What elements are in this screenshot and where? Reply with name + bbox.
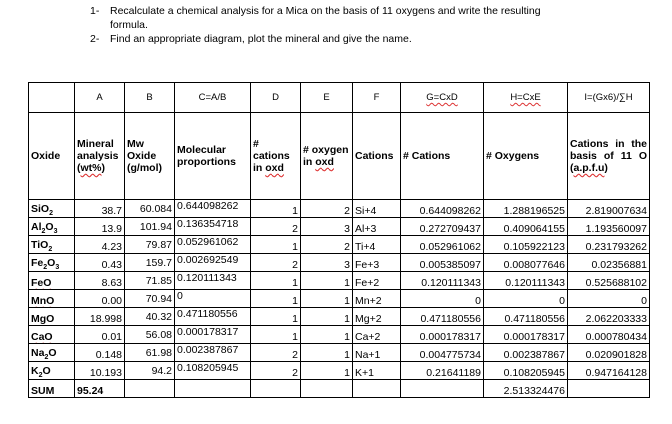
header-molecular-proportions: Molecular proportions (175, 113, 251, 200)
molecular-proportion-cell: 0.002387867 (175, 344, 251, 362)
oxide-cell: TiO$_2$ (29, 236, 75, 254)
sum-label: SUM (29, 380, 75, 398)
sum-empty-cell (401, 380, 484, 398)
letter-cell-blank (29, 83, 75, 113)
column-letter-row (29, 83, 650, 113)
letter-cell-h (484, 83, 568, 113)
instructions (90, 4, 650, 46)
sum-empty-cell (175, 380, 251, 398)
letter-cell-c: C=A/B (175, 83, 251, 113)
mw-cell: 61.98 (125, 344, 175, 362)
wt-percent-cell: 0.01 (75, 326, 125, 344)
instruction-continuation: formula. (110, 19, 148, 31)
letter-cell-f: F (353, 83, 401, 113)
cation-label-cell: Mn+2 (353, 290, 401, 308)
sum-empty-cell (251, 380, 301, 398)
cations-in-oxd-cell: 2 (251, 254, 301, 272)
table-row (29, 200, 650, 218)
oxygen-in-oxd-cell: 1 (301, 272, 353, 290)
oxide-cell: $Na_2O$ (29, 344, 75, 362)
instruction-2 (90, 32, 650, 46)
letter-cell-e: E (301, 83, 353, 113)
sum-oxygens: 2.513324476 (484, 380, 568, 398)
num-oxygens-cell: 0.471180556 (484, 308, 568, 326)
cations-in-oxd-cell: 1 (251, 200, 301, 218)
num-cations-cell: 0.21641189 (401, 362, 484, 380)
cation-label-cell: Fe+2 (353, 272, 401, 290)
formula-h: H=CxE (510, 92, 541, 103)
cation-label-cell: Ca+2 (353, 326, 401, 344)
molecular-proportion-cell: 0.052961062 (175, 236, 251, 254)
formula-g: G=CxD (426, 92, 458, 103)
instruction-text: Recalculate a chemical analysis for a Mica on the basis of 11 oxygens and write the resulting (110, 5, 541, 17)
cation-label-cell: Fe+3 (353, 254, 401, 272)
oxygen-in-oxd-cell: 1 (301, 362, 353, 380)
table-row (29, 344, 650, 362)
num-oxygens-cell: 0.105922123 (484, 236, 568, 254)
molecular-proportion-cell: 0.108205945 (175, 362, 251, 380)
apfu-cell: 0.000780434 (568, 326, 650, 344)
mw-cell: 40.32 (125, 308, 175, 326)
wt-percent-cell: 18.998 (75, 308, 125, 326)
table-row (29, 236, 650, 254)
sum-empty-cell (353, 380, 401, 398)
oxygen-in-oxd-cell: 2 (301, 236, 353, 254)
wt-percent-cell: 0.148 (75, 344, 125, 362)
cations-in-oxd-cell: 1 (251, 236, 301, 254)
header-oxide: Oxide (29, 113, 75, 200)
num-oxygens-cell: 0.000178317 (484, 326, 568, 344)
letter-cell-i: I=(Gx6)/∑H (568, 83, 650, 113)
recalculation-table (28, 82, 650, 398)
num-cations-cell: 0.000178317 (401, 326, 484, 344)
letter-cell-a: A (75, 83, 125, 113)
cation-label-cell: K+1 (353, 362, 401, 380)
molecular-proportion-cell: 0 (175, 290, 251, 308)
cations-in-oxd-cell: 1 (251, 308, 301, 326)
cations-in-oxd-cell: 2 (251, 362, 301, 380)
table-row (29, 290, 650, 308)
instruction-number: 2- (90, 33, 100, 45)
num-cations-cell: 0.471180556 (401, 308, 484, 326)
letter-cell-d: D (251, 83, 301, 113)
num-oxygens-cell: 0.409064155 (484, 218, 568, 236)
apfu-cell: 0 (568, 290, 650, 308)
num-oxygens-cell: 1.288196525 (484, 200, 568, 218)
table-row (29, 308, 650, 326)
instruction-text: Find an appropriate diagram, plot the mineral and give the name. (110, 33, 412, 45)
header-mw-oxide: Mw Oxide (g/mol) (125, 113, 175, 200)
table-row (29, 326, 650, 344)
cation-label-cell: Si+4 (353, 200, 401, 218)
oxide-cell: MgO (29, 308, 75, 326)
molecular-proportion-cell: 0.136354718 (175, 218, 251, 236)
mw-cell: 71.85 (125, 272, 175, 290)
apfu-cell: 1.193560097 (568, 218, 650, 236)
table-row (29, 272, 650, 290)
oxygen-in-oxd-cell: 1 (301, 326, 353, 344)
instruction-1 (90, 4, 650, 18)
cations-in-oxd-cell: 1 (251, 326, 301, 344)
num-oxygens-cell: 0.008077646 (484, 254, 568, 272)
apfu-cell: 0.020901828 (568, 344, 650, 362)
num-cations-cell: 0.005385097 (401, 254, 484, 272)
num-cations-cell: 0.644098262 (401, 200, 484, 218)
num-cations-cell: 0.120111343 (401, 272, 484, 290)
molecular-proportion-cell: 0.000178317 (175, 326, 251, 344)
header-cations: Cations (353, 113, 401, 200)
cations-in-oxd-cell: 1 (251, 272, 301, 290)
oxide-cell: MnO (29, 290, 75, 308)
oxide-cell: SiO$_2$ (29, 200, 75, 218)
num-cations-cell: 0.272709437 (401, 218, 484, 236)
oxygen-in-oxd-cell: 1 (301, 308, 353, 326)
oxygen-in-oxd-cell: 1 (301, 344, 353, 362)
header-cations-in-oxd: # cations in oxd (251, 113, 301, 200)
wt-percent-cell: 8.63 (75, 272, 125, 290)
apfu-cell: 0.231793262 (568, 236, 650, 254)
wt-percent-cell: 0.43 (75, 254, 125, 272)
header-mineral-analysis: Mineral analysis (wt%) (75, 113, 125, 200)
header-row (29, 113, 650, 200)
sum-row (29, 380, 650, 398)
sum-empty-cell (125, 380, 175, 398)
num-cations-cell: 0.052961062 (401, 236, 484, 254)
oxygen-in-oxd-cell: 3 (301, 254, 353, 272)
oxygen-in-oxd-cell: 3 (301, 218, 353, 236)
oxygen-in-oxd-cell: 2 (301, 200, 353, 218)
num-cations-cell: 0 (401, 290, 484, 308)
sum-wt-percent: 95.24 (75, 380, 125, 398)
wt-percent-cell: 10.193 (75, 362, 125, 380)
cation-label-cell: Al+3 (353, 218, 401, 236)
apfu-cell: 2.062203333 (568, 308, 650, 326)
apfu-cell: 0.947164128 (568, 362, 650, 380)
cations-in-oxd-cell: 1 (251, 290, 301, 308)
table-row (29, 362, 650, 380)
table-row (29, 218, 650, 236)
num-cations-cell: 0.004775734 (401, 344, 484, 362)
num-oxygens-cell: 0.108205945 (484, 362, 568, 380)
molecular-proportion-cell: 0.120111343 (175, 272, 251, 290)
cation-label-cell: Na+1 (353, 344, 401, 362)
oxide-cell: $Al_2O_3$ (29, 218, 75, 236)
oxygen-in-oxd-cell: 1 (301, 290, 353, 308)
sum-empty-cell (568, 380, 650, 398)
instruction-number: 1- (90, 5, 100, 17)
header-apfu: Cations in the basis of 11 O (a.p.f.u) (568, 113, 650, 200)
header-num-oxygens: # Oxygens (484, 113, 568, 200)
apfu-cell: 2.819007634 (568, 200, 650, 218)
oxide-cell: $K_2O$ (29, 362, 75, 380)
molecular-proportion-cell: 0.644098262 (175, 200, 251, 218)
mw-cell: 60.084 (125, 200, 175, 218)
wt-percent-cell: 0.00 (75, 290, 125, 308)
header-num-cations: # Cations (401, 113, 484, 200)
mw-cell: 70.94 (125, 290, 175, 308)
num-oxygens-cell: 0.002387867 (484, 344, 568, 362)
apfu-cell: 0.525688102 (568, 272, 650, 290)
letter-cell-g (401, 83, 484, 113)
cation-label-cell: Ti+4 (353, 236, 401, 254)
header-oxygen-in-oxd: # oxygen in oxd (301, 113, 353, 200)
mw-cell: 159.7 (125, 254, 175, 272)
oxide-cell: CaO (29, 326, 75, 344)
molecular-proportion-cell: 0.471180556 (175, 308, 251, 326)
wt-percent-cell: 4.23 (75, 236, 125, 254)
oxide-cell: $Fe_2O_3$ (29, 254, 75, 272)
mw-cell: 94.2 (125, 362, 175, 380)
letter-cell-b: B (125, 83, 175, 113)
wt-percent-cell: 13.9 (75, 218, 125, 236)
apfu-cell: 0.02356881 (568, 254, 650, 272)
sum-empty-cell (301, 380, 353, 398)
oxide-cell: FeO (29, 272, 75, 290)
cation-label-cell: Mg+2 (353, 308, 401, 326)
num-oxygens-cell: 0 (484, 290, 568, 308)
mw-cell: 56.08 (125, 326, 175, 344)
cations-in-oxd-cell: 2 (251, 344, 301, 362)
wt-percent-cell: 38.7 (75, 200, 125, 218)
mw-cell: 79.87 (125, 236, 175, 254)
num-oxygens-cell: 0.120111343 (484, 272, 568, 290)
molecular-proportion-cell: 0.002692549 (175, 254, 251, 272)
mw-cell: 101.94 (125, 218, 175, 236)
table-row (29, 254, 650, 272)
cations-in-oxd-cell: 2 (251, 218, 301, 236)
